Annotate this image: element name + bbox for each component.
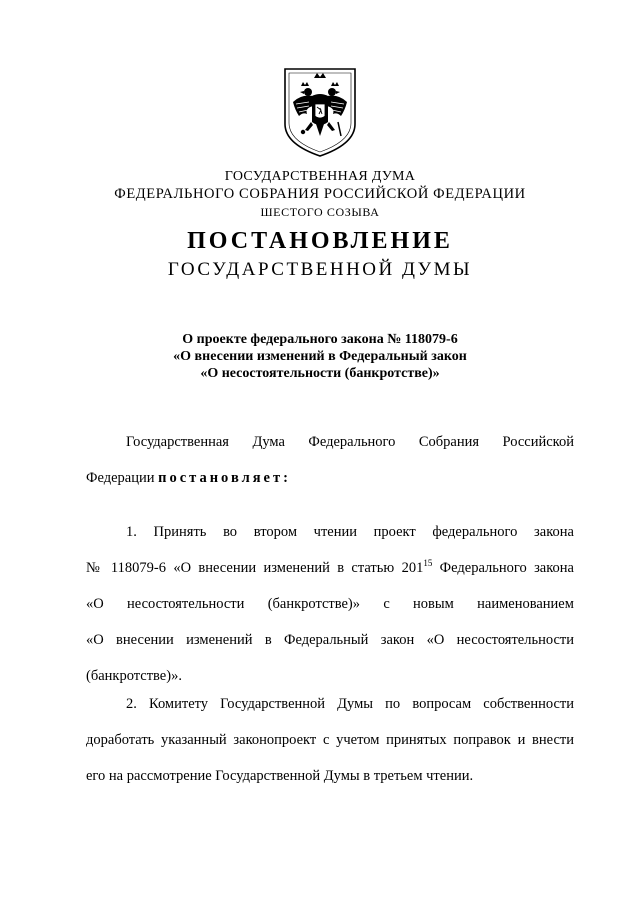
document-issuer: ГОСУДАРСТВЕННОЙ ДУМЫ [167, 259, 473, 280]
article-superscript: 15 [423, 558, 433, 569]
resolves-keyword: постановляет: [158, 470, 291, 486]
item1-word: федерального [432, 524, 518, 540]
item1-word: закона [534, 524, 574, 540]
item1-text: № 118079-6 «О внесении изменений в статью 201 [86, 560, 424, 576]
resolution-item-1 [86, 514, 574, 694]
item2-line: доработать указанный законопроект с учетом принятых поправок и внести [86, 732, 574, 748]
item1-word: втором [253, 524, 297, 540]
item1-word: чтении [313, 524, 358, 540]
item1-word: наименованием [477, 596, 574, 612]
item1-word: проект [373, 524, 416, 540]
item2-line: его на рассмотрение Государственной Думы в третьем чтении. [86, 768, 474, 784]
preamble-word: Собрания [418, 434, 480, 450]
item1-word: несостоятельности [127, 596, 245, 612]
preamble-word: Российской [502, 434, 574, 450]
org-name-line1: ГОСУДАРСТВЕННАЯ ДУМА [224, 169, 416, 184]
preamble-line [86, 460, 574, 496]
item1-line [86, 586, 574, 622]
item1-line: «О внесении изменений в Федеральный закон «О несостоятельности [86, 632, 574, 648]
item1-word: Принять [153, 524, 207, 540]
preamble-word: Федерации [86, 470, 155, 486]
item1-line: (банкротстве)». [86, 668, 182, 684]
preamble-word: Дума [252, 434, 285, 450]
item1-word: новым [413, 596, 454, 612]
item1-word: с [383, 596, 390, 612]
preamble-paragraph [86, 424, 574, 496]
document-subject [0, 331, 640, 382]
item1-word: 1. [126, 524, 137, 540]
org-name-line2: ФЕДЕРАЛЬНОГО СОБРАНИЯ РОССИЙСКОЙ ФЕДЕРАЦИИ [114, 186, 526, 202]
item1-word: (банкротстве)» [267, 596, 361, 612]
preamble-line [86, 424, 574, 460]
document-type-title: ПОСТАНОВЛЕНИЕ [187, 228, 453, 254]
item1-word: во [223, 524, 238, 540]
subject-line: О проекте федерального закона № 118079-6 [182, 332, 458, 347]
item1-word: «О [86, 596, 104, 612]
item1-text: Федерального закона [432, 560, 574, 576]
coat-of-arms-emblem [281, 66, 359, 158]
item1-line [86, 514, 574, 550]
item1-line [86, 550, 574, 586]
double-headed-eagle-icon [281, 66, 359, 158]
convocation-line: ШЕСТОГО СОЗЫВА [260, 205, 380, 219]
preamble-word: Федерального [308, 434, 396, 450]
preamble-word: Государственная [126, 434, 229, 450]
item2-line: 2. Комитету Государственной Думы по вопросам собственности [126, 696, 574, 712]
resolution-item-2 [86, 686, 574, 794]
subject-line: «О несостоятельности (банкротстве)» [200, 366, 440, 381]
subject-line: «О внесении изменений в Федеральный закон [173, 349, 467, 364]
